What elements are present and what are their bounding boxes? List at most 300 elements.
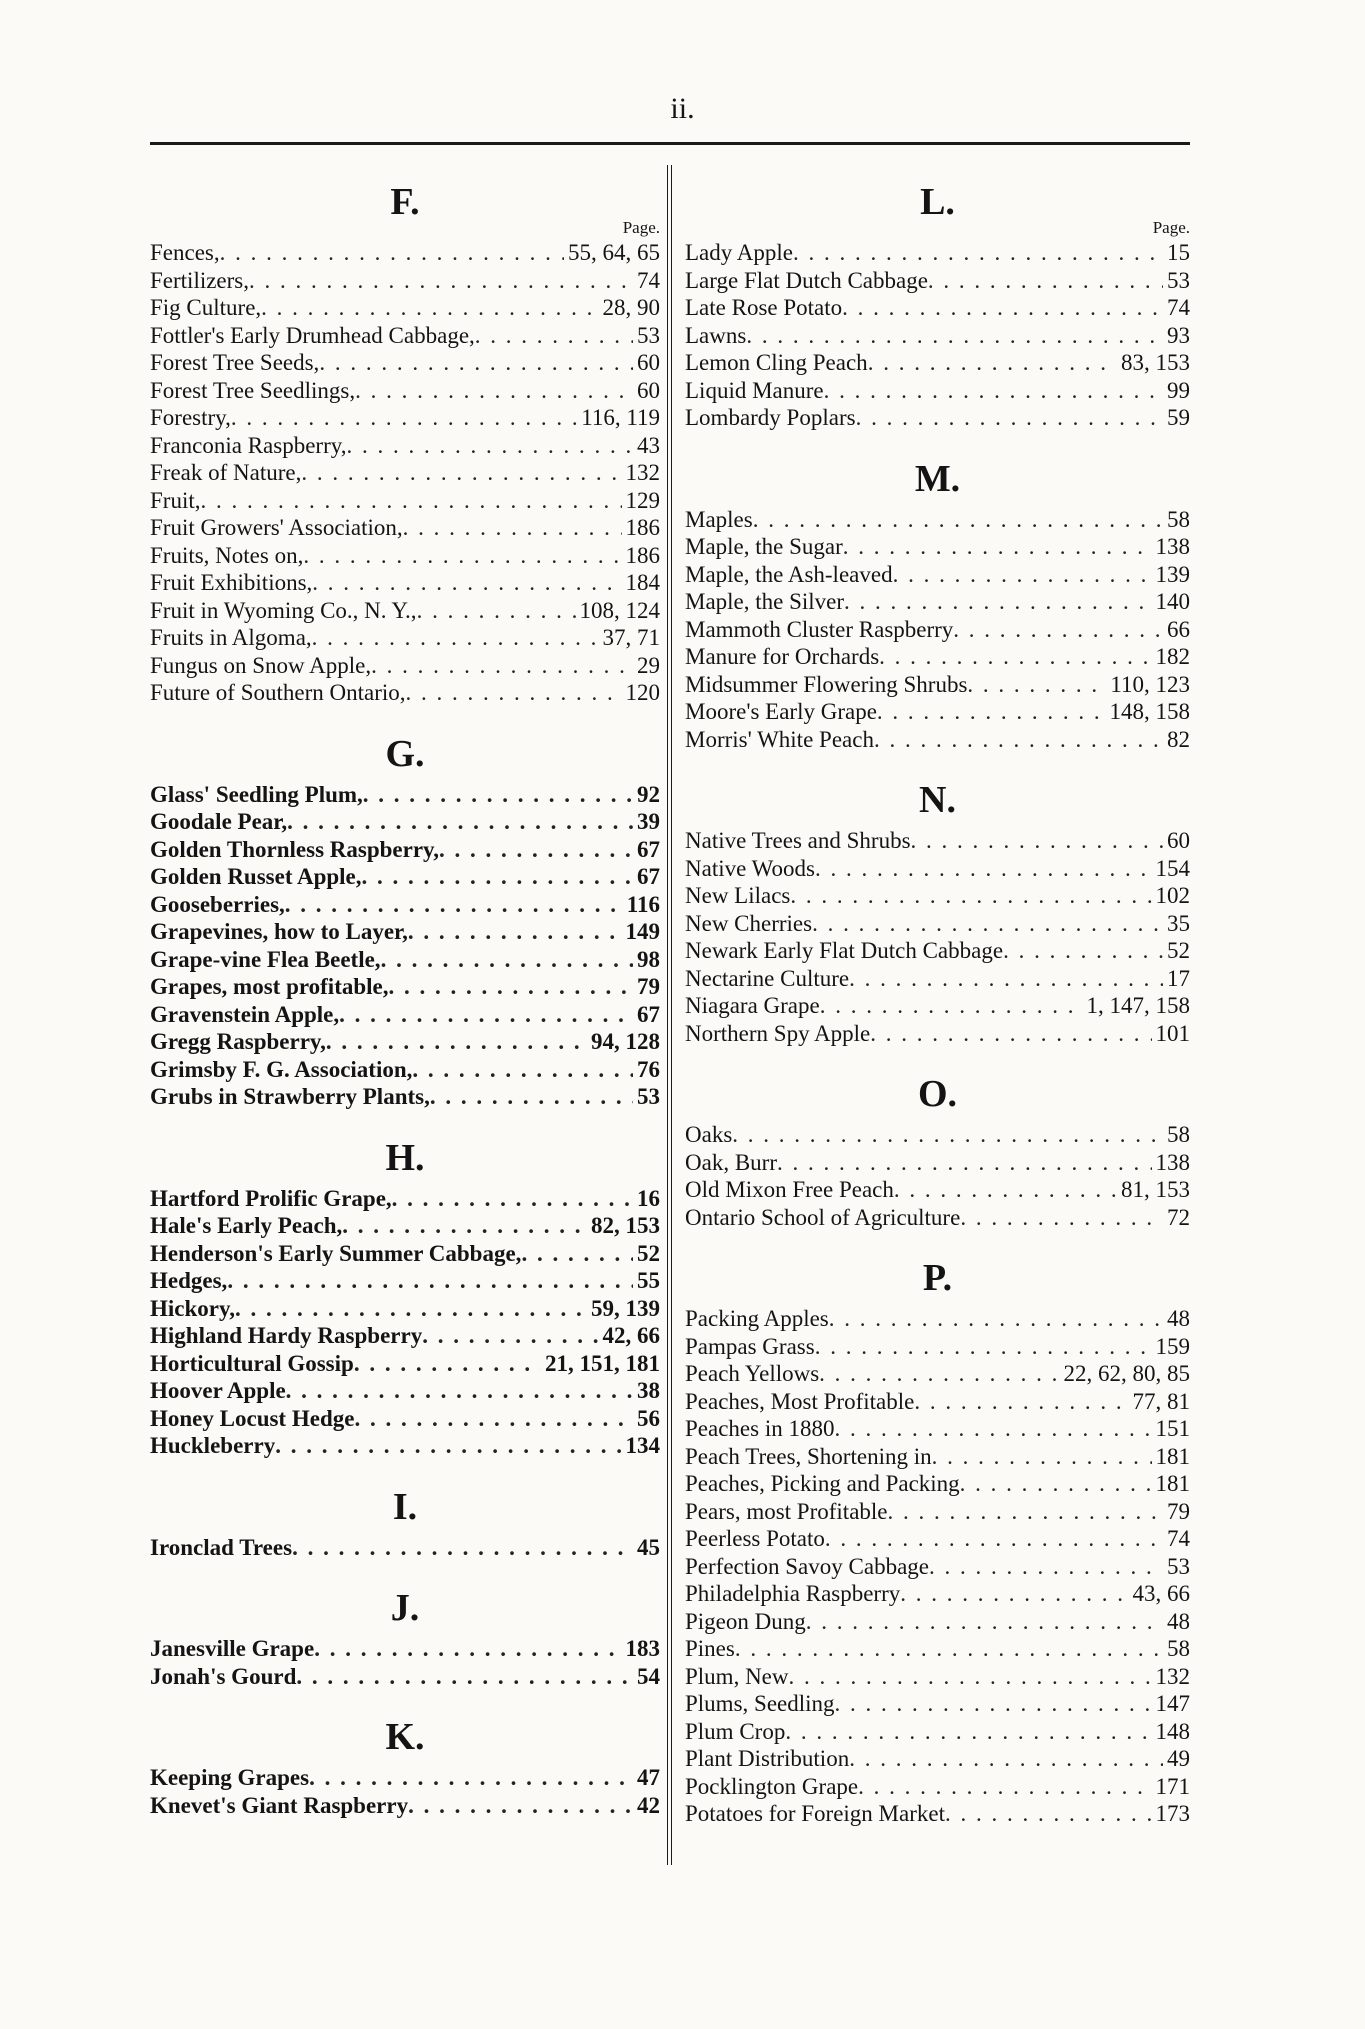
dot-leader [820, 992, 1083, 1020]
dot-leader [842, 294, 1163, 322]
entry-page: 45 [637, 1534, 660, 1560]
entry-page: 66 [1167, 616, 1190, 642]
entry-name: Future of Southern Ontario, [150, 680, 406, 705]
index-entry [685, 349, 1190, 377]
dot-leader [960, 1204, 1163, 1232]
index-entry [150, 487, 660, 515]
entry-page: 129 [625, 487, 660, 513]
entry-name: Native Trees and Shrubs [685, 828, 911, 853]
entry-page: 22, 62, 80, 85 [1063, 1361, 1190, 1386]
dot-leader [785, 1718, 1151, 1746]
entry-page: 28, 90 [602, 295, 660, 320]
entry-page: 67 [637, 1001, 660, 1027]
dot-leader [812, 910, 1163, 938]
entry-name: Oak, Burr [685, 1149, 777, 1175]
dot-leader [793, 239, 1163, 267]
entry-page: 67 [637, 864, 660, 889]
index-entry [150, 891, 660, 919]
entry-name: Native Woods [685, 855, 815, 881]
entry-page: 42 [637, 1792, 660, 1818]
index-entry [150, 836, 660, 864]
section-gap [150, 1460, 660, 1480]
dot-leader [319, 349, 633, 377]
dot-leader [521, 1240, 633, 1268]
entry-name: Hale's Early Peach, [150, 1213, 343, 1238]
index-section [150, 1111, 660, 1460]
dot-leader [200, 487, 621, 515]
entry-page: 35 [1167, 910, 1190, 936]
entry-page: 38 [637, 1378, 660, 1403]
entry-page: 74 [1167, 295, 1190, 320]
dot-leader [877, 698, 1106, 726]
page-column-heading: Page. [622, 218, 660, 237]
entry-name: Golden Russet Apple, [150, 864, 362, 889]
entry-name: Janesville Grape [150, 1636, 315, 1661]
entry-page: 138 [1155, 1149, 1190, 1175]
entry-page: 173 [1155, 1801, 1190, 1826]
dot-leader [888, 1498, 1164, 1526]
entry-name: Plum Crop [685, 1718, 786, 1744]
dot-leader [403, 514, 622, 542]
entry-name: Fruit in Wyoming Co., N. Y., [150, 597, 417, 623]
entry-page: 101 [1155, 1020, 1190, 1046]
entry-name: Oaks [685, 1122, 733, 1147]
entry-page: 81, 153 [1121, 1177, 1190, 1202]
index-entry [150, 1295, 660, 1323]
index-entry [685, 404, 1190, 432]
entry-name: Highland Hardy Raspberry [150, 1323, 423, 1348]
entry-name: Gooseberries, [150, 891, 285, 917]
section-letter: P. [922, 1257, 953, 1299]
entry-page: 52 [637, 1240, 660, 1266]
dot-leader [417, 597, 576, 625]
dot-leader [849, 1745, 1163, 1773]
dot-leader [362, 863, 633, 891]
entry-name: Potatoes for Foreign Market [685, 1801, 945, 1826]
entry-page: 116, 119 [581, 405, 660, 430]
entry-page: 58 [1167, 506, 1190, 532]
dot-leader [967, 671, 1106, 699]
index-entry [150, 1377, 660, 1405]
entry-name: Franconia Raspberry, [150, 432, 347, 458]
index-section [150, 1690, 660, 1819]
entry-name: Golden Thornless Raspberry, [150, 836, 440, 862]
index-entry [150, 781, 660, 809]
index-entry [150, 1405, 660, 1433]
entry-name: New Lilacs [685, 883, 791, 908]
entry-page: 92 [637, 781, 660, 807]
entry-name: Ontario School of Agriculture [685, 1204, 961, 1230]
section-gap [685, 1047, 1190, 1067]
entry-name: Forestry, [150, 405, 231, 430]
index-section [150, 1460, 660, 1562]
entry-name: Grapes, most profitable, [150, 974, 389, 999]
entry-name: Fruit Exhibitions, [150, 570, 313, 595]
entry-name: Maples [685, 506, 753, 532]
entry-name: Large Flat Dutch Cabbage [685, 267, 928, 293]
entry-page: 108, 124 [579, 597, 660, 623]
entry-page: 74 [637, 267, 660, 293]
dot-leader [371, 652, 633, 680]
entry-name: Gregg Raspberry, [150, 1029, 326, 1054]
entry-name: Mammoth Cluster Raspberry [685, 616, 954, 642]
index-entry [150, 514, 660, 542]
entry-name: Philadelphia Raspberry [685, 1581, 901, 1606]
entry-page: 53 [1167, 1553, 1190, 1579]
index-entry [150, 1792, 660, 1820]
entry-page: 15 [1167, 240, 1190, 265]
index-entry [150, 239, 660, 267]
index-column-left [150, 175, 660, 1819]
index-section [150, 1561, 660, 1690]
entry-name: Lombardy Poplars [685, 405, 856, 430]
index-entry [685, 1663, 1190, 1691]
entry-name: Lady Apple [685, 240, 793, 265]
entry-name: New Cherries [685, 910, 813, 936]
section-letter: K. [385, 1716, 425, 1758]
entry-page: 186 [625, 542, 660, 568]
dot-leader [339, 1001, 633, 1029]
dot-leader [439, 836, 633, 864]
index-entry [685, 561, 1190, 589]
index-entry [685, 1690, 1190, 1718]
dot-leader [347, 432, 634, 460]
entry-name: Fruit, [150, 487, 201, 513]
index-entry [685, 1470, 1190, 1498]
entry-page: 43, 66 [1132, 1581, 1190, 1606]
index-entry [685, 698, 1190, 726]
dot-leader [314, 1635, 621, 1663]
index-entry [685, 267, 1190, 295]
entry-page: 55, 64, 65 [568, 240, 660, 265]
dot-leader [789, 1663, 1152, 1691]
dot-leader [285, 891, 623, 919]
dot-leader [301, 459, 621, 487]
index-entry [685, 1580, 1190, 1608]
index-section [685, 1047, 1190, 1231]
entry-name: Old Mixon Free Peach [685, 1177, 894, 1202]
entry-name: Fences, [150, 240, 220, 265]
entry-page: 53 [637, 322, 660, 348]
dot-leader [231, 404, 577, 432]
entry-page: 138 [1155, 534, 1190, 559]
entry-name: Morris' White Peach [685, 726, 874, 752]
column-divider [667, 165, 672, 1865]
index-entry [685, 377, 1190, 405]
entry-page: 58 [1167, 1636, 1190, 1661]
entry-page: 60 [637, 350, 660, 375]
index-entry [150, 1212, 660, 1240]
entry-page: 53 [1167, 267, 1190, 293]
dot-leader [326, 1028, 587, 1056]
entry-page: 182 [1155, 644, 1190, 669]
entry-page: 181 [1155, 1443, 1190, 1469]
dot-leader [914, 1388, 1128, 1416]
index-entry [685, 910, 1190, 938]
entry-name: Pears, most Profitable [685, 1498, 888, 1524]
section-gap [685, 1231, 1190, 1251]
entry-page: 149 [625, 919, 660, 944]
dot-leader [422, 1322, 598, 1350]
index-entry [685, 1415, 1190, 1443]
dot-leader [292, 1534, 633, 1562]
page-column-heading: Page. [1152, 218, 1190, 237]
index-entry [150, 597, 660, 625]
section-letter: I. [392, 1485, 418, 1528]
entry-page: 42, 66 [602, 1323, 660, 1348]
entry-page: 94, 128 [591, 1029, 660, 1054]
dot-leader [261, 294, 598, 322]
dot-leader [303, 542, 621, 570]
dot-leader [834, 1415, 1151, 1443]
entry-page: 53 [637, 1084, 660, 1109]
dot-leader [953, 616, 1163, 644]
dot-leader [275, 1432, 621, 1460]
dot-leader [806, 1608, 1163, 1636]
entry-name: Manure for Orchards [685, 644, 880, 669]
entry-page: 151 [1155, 1416, 1190, 1441]
entry-page: 98 [637, 946, 660, 972]
index-entry [150, 377, 660, 405]
entry-page: 134 [625, 1433, 660, 1458]
entry-name: Horticultural Gossip [150, 1350, 354, 1376]
index-entry [150, 1083, 660, 1111]
entry-page: 82, 153 [591, 1213, 660, 1238]
dot-leader [354, 1405, 633, 1433]
dot-leader [835, 1690, 1152, 1718]
dot-leader [227, 1267, 633, 1295]
entry-page: 60 [637, 377, 660, 403]
index-entry [150, 679, 660, 707]
section-gap [150, 1690, 660, 1710]
entry-page: 154 [1155, 855, 1190, 881]
entry-name: Peaches in 1880 [685, 1416, 835, 1441]
index-entry [685, 1443, 1190, 1471]
entry-name: Fruit Growers' Association, [150, 515, 403, 540]
index-entry [150, 1764, 660, 1792]
section-letter: M. [914, 457, 961, 500]
dot-leader [960, 1470, 1152, 1498]
index-entry [150, 1056, 660, 1084]
entry-page: 48 [1167, 1608, 1190, 1634]
section-gap [150, 1111, 660, 1131]
index-entry [685, 855, 1190, 883]
entry-name: Gravenstein Apple, [150, 1001, 340, 1027]
index-entry [685, 588, 1190, 616]
dot-leader [312, 569, 621, 597]
dot-leader [929, 1553, 1163, 1581]
index-entry [150, 294, 660, 322]
dot-leader [309, 1764, 633, 1792]
index-entry [150, 569, 660, 597]
entry-name: Fungus on Snow Apple, [150, 652, 372, 678]
entry-page: 120 [625, 680, 660, 705]
dot-leader [220, 239, 564, 267]
entry-page: 43 [637, 432, 660, 458]
entry-page: 59, 139 [591, 1295, 660, 1321]
entry-name: Liquid Manure [685, 377, 824, 403]
index-entry [685, 1360, 1190, 1388]
entry-page: 56 [637, 1405, 660, 1431]
index-section [150, 707, 660, 1111]
entry-name: Fruits in Algoma, [150, 625, 312, 650]
dot-leader [945, 1800, 1152, 1828]
entry-page: 147 [1155, 1691, 1190, 1716]
index-entry [685, 1745, 1190, 1773]
dot-leader [735, 1635, 1163, 1663]
entry-name: Keeping Grapes [150, 1765, 310, 1790]
dot-leader [843, 533, 1152, 561]
entry-name: Lemon Cling Peach [685, 350, 868, 375]
entry-page: 58 [1167, 1122, 1190, 1147]
index-entry [150, 946, 660, 974]
entry-name: Forest Tree Seeds, [150, 350, 320, 375]
entry-name: Hoover Apple [150, 1378, 286, 1403]
entry-page: 54 [637, 1663, 660, 1689]
entry-page: 99 [1167, 377, 1190, 403]
dot-leader [849, 965, 1163, 993]
index-entry [685, 1388, 1190, 1416]
dot-leader [389, 973, 633, 1001]
entry-name: Peach Trees, Shortening in [685, 1443, 932, 1469]
entry-name: Grimsby F. G. Association, [150, 1056, 413, 1082]
entry-name: Hickory, [150, 1295, 235, 1321]
index-entry [685, 1121, 1190, 1149]
dot-leader [249, 267, 633, 295]
dot-leader [790, 882, 1151, 910]
dot-leader [932, 1443, 1152, 1471]
dot-leader [392, 1185, 633, 1213]
index-entry [685, 1635, 1190, 1663]
dot-leader [874, 726, 1163, 754]
section-letter: N. [919, 779, 956, 821]
entry-page: 186 [625, 515, 660, 540]
index-entry [150, 863, 660, 891]
entry-page: 139 [1155, 561, 1190, 587]
entry-page: 49 [1167, 1746, 1190, 1771]
entry-page: 39 [637, 809, 660, 834]
index-entry [150, 1322, 660, 1350]
index-entry [685, 239, 1190, 267]
index-entry [150, 1350, 660, 1378]
section-gap [685, 432, 1190, 452]
entry-name: Maple, the Sugar [685, 534, 843, 559]
entry-page: 76 [637, 1056, 660, 1082]
entry-name: Grape-vine Flea Beetle, [150, 946, 381, 972]
entry-name: Niagara Grape [685, 993, 820, 1018]
index-entry [685, 1176, 1190, 1204]
dot-leader [412, 1056, 633, 1084]
index-entry [685, 1498, 1190, 1526]
entry-name: Pines [685, 1636, 735, 1661]
index-entry [685, 992, 1190, 1020]
index-entry [685, 1800, 1190, 1828]
entry-page: 183 [625, 1636, 660, 1661]
index-entry [685, 937, 1190, 965]
entry-page: 17 [1167, 965, 1190, 991]
dot-leader [430, 1083, 633, 1111]
index-entry [685, 1608, 1190, 1636]
dot-leader [381, 946, 633, 974]
entry-name: Huckleberry [150, 1433, 276, 1458]
index-entry [685, 827, 1190, 855]
entry-page: 16 [637, 1185, 660, 1211]
index-entry [685, 506, 1190, 534]
entry-name: Moore's Early Grape [685, 699, 877, 724]
dot-leader [825, 1525, 1163, 1553]
section-letter: J. [390, 1587, 420, 1629]
entry-name: Lawns [685, 322, 747, 348]
entry-name: Packing Apples [685, 1306, 829, 1331]
top-rule [150, 142, 1190, 145]
index-entry [150, 542, 660, 570]
index-entry [150, 973, 660, 1001]
dot-leader [312, 624, 599, 652]
dot-leader [296, 1663, 633, 1691]
dot-leader [408, 918, 622, 946]
index-entry [685, 1333, 1190, 1361]
entry-name: Late Rose Potato [685, 295, 843, 320]
dot-leader [732, 1121, 1163, 1149]
section-letter: L. [920, 181, 955, 223]
entry-name: Peerless Potato [685, 1526, 825, 1551]
section-gap [150, 707, 660, 727]
index-entry [150, 459, 660, 487]
entry-name: Jonah's Gourd [150, 1663, 297, 1689]
index-entry [150, 1240, 660, 1268]
entry-name: Freak of Nature, [150, 460, 302, 485]
index-section [685, 432, 1190, 754]
index-entry [685, 322, 1190, 350]
entry-name: Maple, the Silver [685, 589, 845, 614]
entry-name: Pampas Grass [685, 1333, 815, 1359]
section-gap [685, 753, 1190, 773]
index-entry [150, 404, 660, 432]
dot-leader [815, 855, 1152, 883]
entry-page: 74 [1167, 1526, 1190, 1551]
dot-leader [408, 1792, 633, 1820]
section-gap [150, 1561, 660, 1581]
index-entry [685, 1553, 1190, 1581]
entry-name: Midsummer Flowering Shrubs [685, 671, 968, 697]
entry-name: Fertilizers, [150, 267, 249, 293]
index-entry [150, 1267, 660, 1295]
entry-page: 79 [1167, 1498, 1190, 1524]
index-entry [150, 1185, 660, 1213]
dot-leader [844, 588, 1151, 616]
index-entry [150, 808, 660, 836]
section-letter: G. [385, 732, 425, 775]
dot-leader [342, 1212, 587, 1240]
entry-page: 159 [1155, 1333, 1190, 1359]
index-entry [150, 267, 660, 295]
dot-leader [900, 1580, 1128, 1608]
index-entry [150, 432, 660, 460]
dot-leader [777, 1149, 1152, 1177]
entry-page: 21, 151, 181 [545, 1350, 660, 1376]
index-entry [685, 1525, 1190, 1553]
index-section [685, 1231, 1190, 1828]
index-entry [150, 624, 660, 652]
entry-page: 132 [625, 460, 660, 485]
entry-page: 83, 153 [1121, 350, 1190, 375]
dot-leader [858, 1773, 1151, 1801]
dot-leader [815, 1333, 1152, 1361]
entry-name: Peach Yellows [685, 1361, 820, 1386]
dot-leader [893, 561, 1152, 589]
dot-leader [1003, 937, 1163, 965]
entry-name: Plums, Seedling [685, 1691, 835, 1716]
